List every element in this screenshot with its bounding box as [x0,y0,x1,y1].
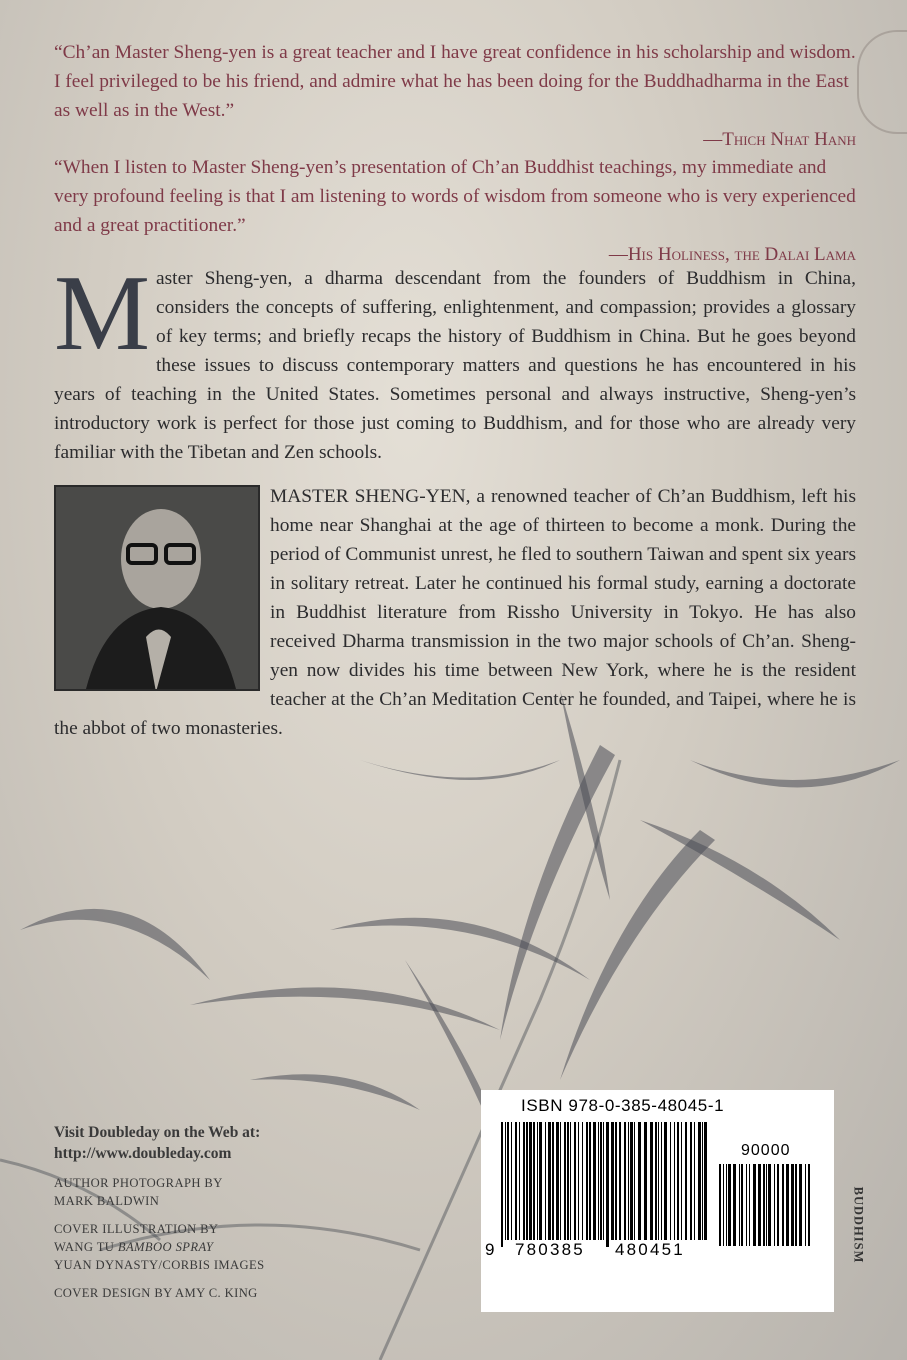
illustration-title: BAMBOO SPRAY [117,1240,214,1254]
author-photo [54,485,260,691]
quote-attribution: —His Holiness, the Dalai Lama [608,244,856,265]
bio-text: MASTER SHENG-YEN, a renowned teacher of Ch’an Buddhism, left his home near Shanghai at the age of thirteen to become a monk. During the period of Communist unrest, he fled to southern Taiwan and spent six years in solitary retreat. Later he continued his formal study, earning a doctorate in Buddhist literature from Rissho University in Tokyo. He has also received Dharma transmission in the two major schools of Ch’an. Sheng-yen now divides his time between New York, where he is the resident teacher at the Ch’an Meditation Center he founded, and Taipei, where he is the abbot of two monasteries. [54,486,856,739]
endorsement-quote-1 [54,38,856,154]
category-label: BUDDHISM [851,1186,866,1264]
price-addon-bars [719,1164,815,1246]
author-name: MASTER SHENG-YEN [270,486,466,507]
barcode-digit-lead: 9 [485,1240,497,1259]
illustration-credit-line-1: COVER ILLUSTRATION BY [54,1222,219,1236]
web-url: http://www.doubleday.com [54,1145,232,1162]
endorsement-quote-2 [54,153,856,269]
photo-credit-line-1: AUTHOR PHOTOGRAPH BY [54,1176,223,1190]
seal-stamp [857,30,907,134]
photo-credit-line-2: MARK BALDWIN [54,1194,160,1208]
description-text: aster Sheng-yen, a dharma descendant from the founders of Buddhism in China, considers the concepts of suffering, enlightenment, and compassion; provides a glossary of key terms; and briefly recaps the history of Buddhism in China. But he goes beyond these issues to discuss contemporary matters and questions he has encountered in his years of teaching in the United States. Sometimes personal and always instructive, Sheng-yen’s introductory work is perfect for those just coming to Buddhism, and for those who are already very familiar with the Tibetan and Zen schools. [54,268,856,463]
quote-attribution: —Thich Nhat Hanh [703,129,856,150]
barcode-digit-group-1: 780385 [515,1240,585,1259]
illustration-credit-line-3: YUAN DYNASTY/CORBIS IMAGES [54,1258,265,1272]
quote-text: “Ch’an Master Sheng-yen is a great teacher and I have great confidence in his scholarship and wisdom. I feel privileged to be his friend, and admire what he has been doing for the Buddhadharma in the East as well as in the West.” [54,42,856,121]
price-code: 90000 [741,1142,791,1159]
drop-cap: M [54,254,151,373]
credits-block [54,1122,374,1302]
isbn-text: ISBN 978-0-385-48045-1 [521,1096,725,1115]
barcode-digit-group-2: 480451 [615,1240,685,1259]
ean13-bars [501,1122,713,1247]
quote-text: “When I listen to Master Sheng-yen’s presentation of Ch’an Buddhist teachings, my immediate and very profound feeling is that I am listening to words of wisdom from someone who is very experienced and a great practitioner.” [54,157,856,236]
isbn-barcode [481,1090,834,1312]
web-promo-text: Visit Doubleday on the Web at: [54,1124,261,1141]
author-bio [54,482,856,743]
design-credit: COVER DESIGN BY AMY C. KING [54,1286,258,1300]
illustration-credit-line-2: WANG TU BAMBOO SPRAY [54,1240,214,1254]
